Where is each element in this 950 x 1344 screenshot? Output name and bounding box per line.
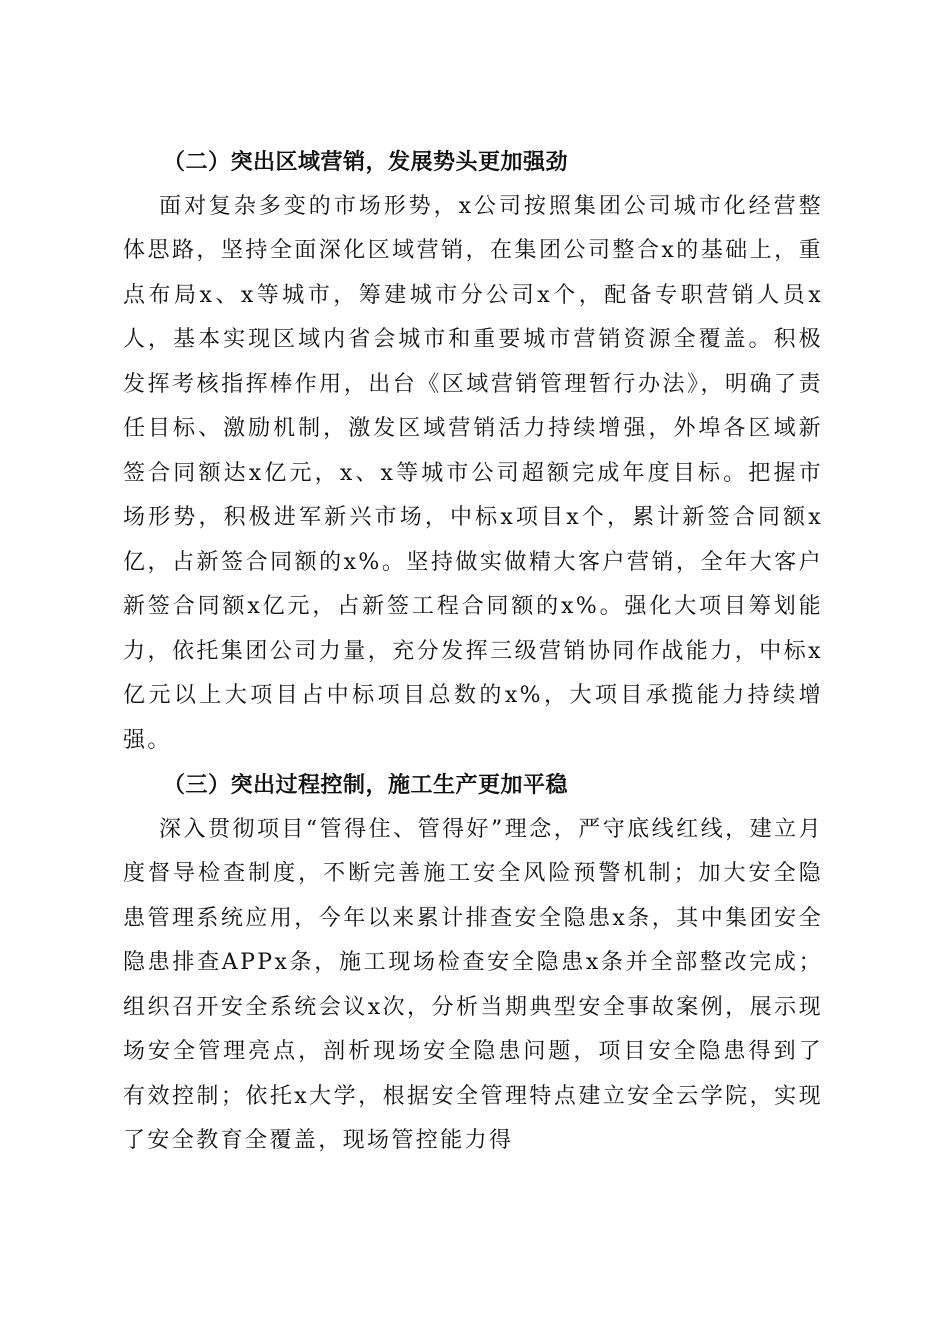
section-2-paragraph: 面对复杂多变的市场形势，x公司按照集团公司城市化经营整体思路，坚持全面深化区域营销，在集团公司整合x的基础上，重点布局x、x等城市，筹建城市分公司x个，配备专职营销人员x人，基本实现区域内省会城市和重要城市营销资源全覆盖。积极发挥考核指挥棒作用，出台《区域营销管理暂行办法》，明确了责任目标、激励机制，激发区域营销活力持续增强，外埠各区域新签合同额达x亿元，x、x等城市公司超额完成年度目标。把握市场形势，积极进军新兴市场，中标x项目x个，累计新签合同额x亿，占新签合同额的x%。坚持做实做精大客户营销，全年大客户新签合同额x亿元，占新签工程合同额的x%。强化大项目筹划能力，依托集团公司力量，充分发挥三级营销协同作战能力，中标x亿元以上大项目占中标项目总数的x%，大项目承揽能力持续增强。: [123, 193, 823, 753]
section-2-heading: （二）突出区域营销，发展势头更加强劲: [163, 149, 569, 175]
document-body: [123, 140, 823, 1164]
section-3-paragraph: 深入贯彻项目“管得住、管得好”理念，严守底线红线，建立月度督导检查制度，不断完善施工安全风险预警机制；加大安全隐患管理系统应用，今年以来累计排查安全隐患x条，其中集团安全隐患排查APPx条，施工现场检查安全隐患x条并全部整改完成；组织召开安全系统会议x次，分析当期典型安全事故案例，展示现场安全管理亮点，剖析现场安全隐患问题，项目安全隐患得到了有效控制；依托x大学，根据安全管理特点建立安全云学院，实现了安全教育全覆盖，现场管控能力得: [123, 816, 823, 1153]
section-3-heading: （三）突出过程控制，施工生产更加平稳: [163, 772, 569, 798]
